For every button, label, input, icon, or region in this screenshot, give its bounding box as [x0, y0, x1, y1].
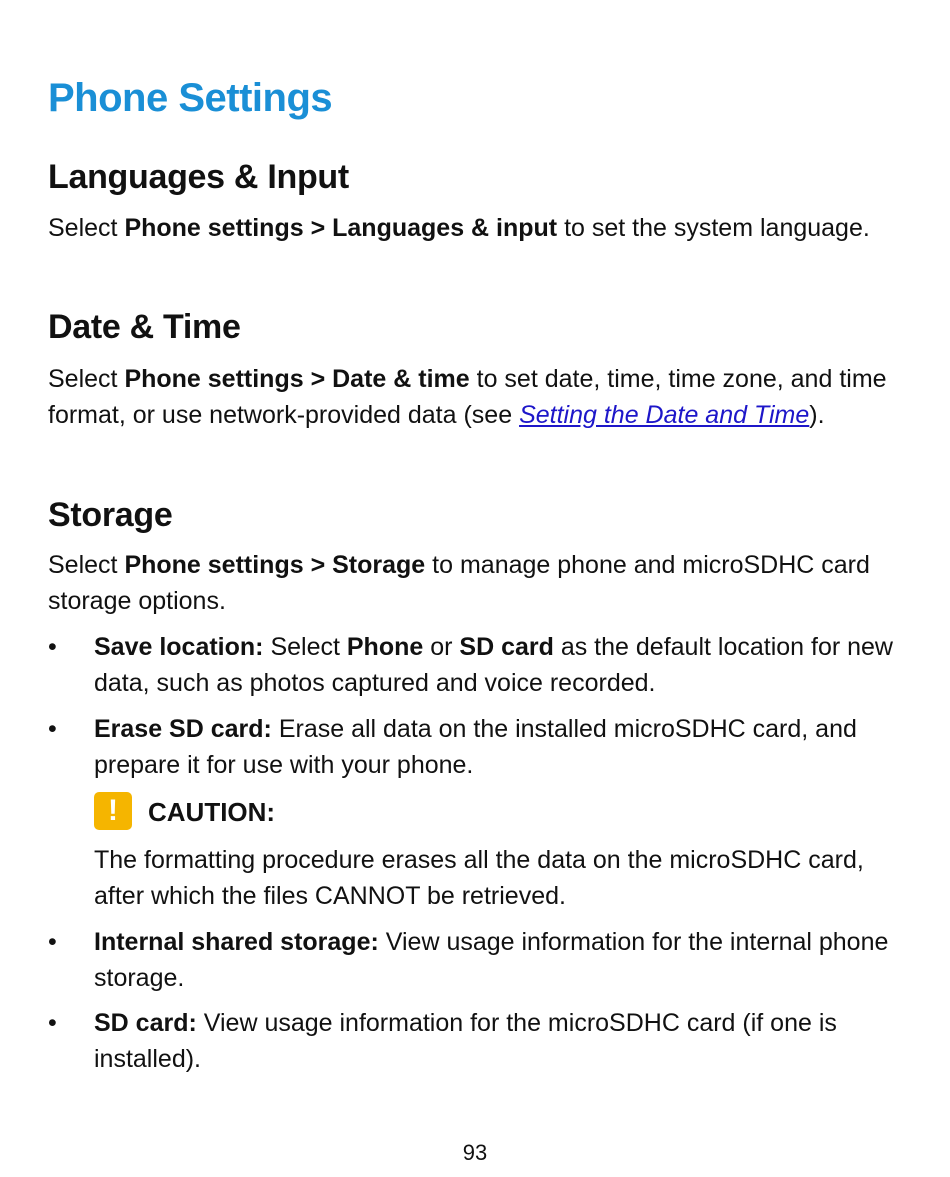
- caution-text: The formatting procedure erases all the data on the microSDHC card, after which the files CANNOT be retrieved.: [94, 846, 864, 910]
- menu-path-languages-input: Languages & input: [332, 214, 558, 242]
- bullet-icon: •: [48, 633, 57, 661]
- menu-path-date-time: Date & time: [332, 365, 470, 393]
- caution-label: CAUTION:: [148, 797, 276, 827]
- menu-path-phone-settings: Phone settings: [124, 214, 304, 242]
- menu-path-storage: Storage: [332, 551, 426, 579]
- page-number: 93: [462, 1140, 488, 1165]
- paragraph-storage: Select Phone settings > Storage to manage phone and microSDHC card storage options.: [48, 551, 870, 615]
- bullet-icon: •: [48, 715, 57, 743]
- bullet-icon: •: [48, 928, 57, 956]
- paragraph-languages: Select Phone settings > Languages & input to set the system language.: [48, 214, 870, 242]
- bullet-icon: •: [48, 1009, 57, 1037]
- menu-path-phone-settings: Phone settings: [124, 365, 304, 393]
- paragraph-date-time: Select Phone settings > Date & time to set date, time, time zone, and time format, or use network-provided data (see Setting the Date and Time).: [48, 365, 887, 429]
- heading-languages: Languages & Input: [48, 158, 349, 196]
- menu-path-phone-settings: Phone settings: [124, 551, 304, 579]
- link-setting-date-time[interactable]: Setting the Date and Time: [519, 401, 810, 429]
- heading-date-time: Date & Time: [48, 308, 241, 346]
- caution-icon: !: [94, 792, 132, 830]
- page-title: Phone Settings: [48, 76, 333, 120]
- heading-storage: Storage: [48, 496, 173, 534]
